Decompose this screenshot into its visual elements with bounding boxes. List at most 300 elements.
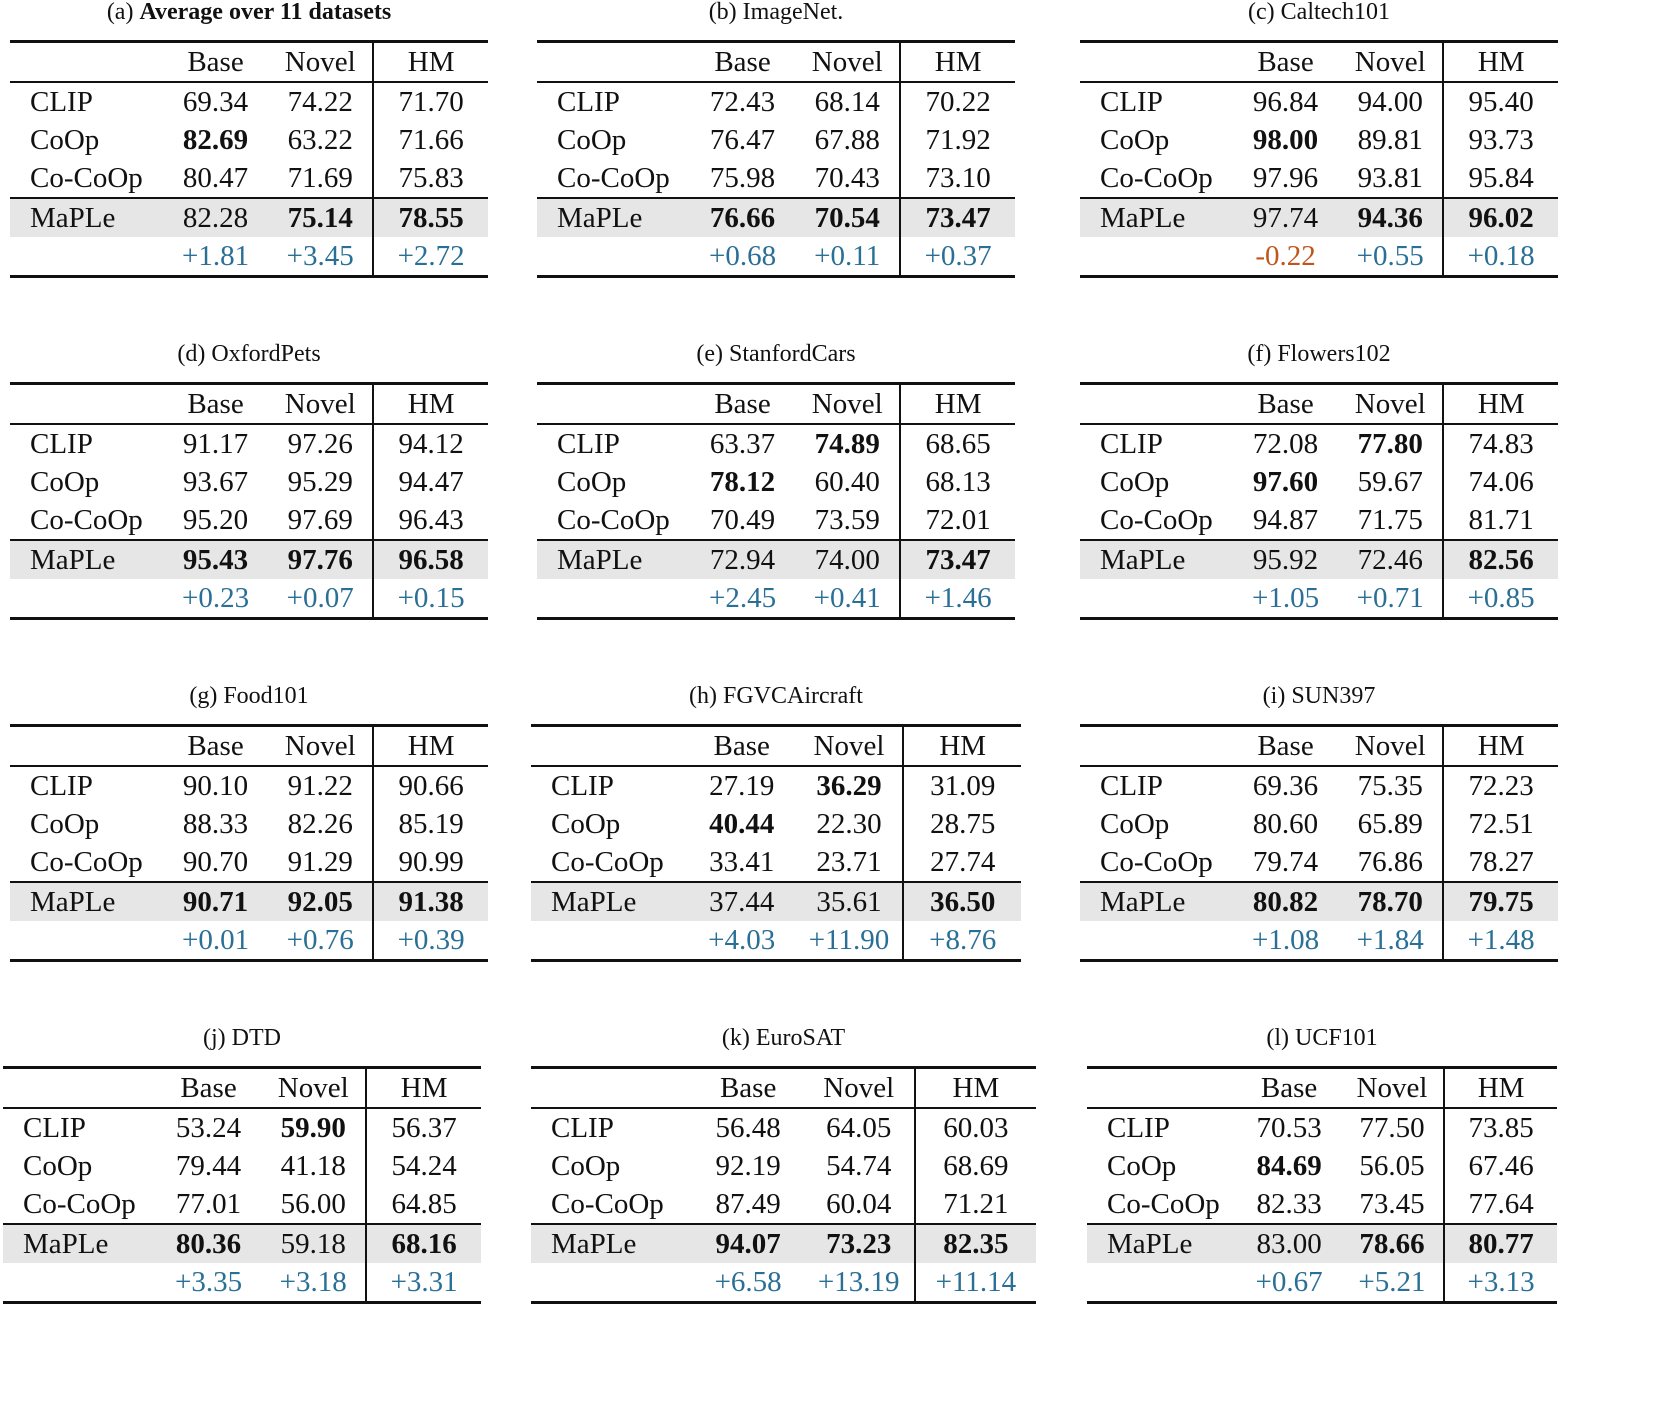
delta-name [1080,579,1233,619]
cell-hm: 80.77 [1444,1224,1557,1263]
cell-method: CoOp [557,124,627,156]
cell-method: CLIP [557,86,620,118]
delta-novel: +0.76 [268,921,373,961]
dataset-panel-l [1087,1026,1557,1304]
dataset-panel-h [531,684,1021,962]
delta-novel: +1.84 [1338,921,1443,961]
cell-hm: 73.47 [900,540,1015,579]
delta-novel: +0.11 [795,237,900,277]
header-row [10,384,488,425]
method-row-co-coop [1087,1185,1557,1224]
header-base: Base [1237,1068,1340,1109]
header-base: Base [163,42,268,83]
cell-novel: 65.89 [1338,805,1443,843]
cell-base: 69.34 [182,86,249,118]
delta-row [10,921,488,961]
cell-novel: 97.26 [268,424,373,463]
method-row-clip [531,766,1021,805]
dataset-panel-f [1080,342,1558,620]
caption-title: Food101 [223,683,309,709]
header-hm: HM [1443,42,1558,83]
cell-novel: 89.81 [1338,121,1443,159]
delta-name [537,579,690,619]
cell-novel: 73.59 [795,501,900,540]
cell-method: CoOp [30,124,100,156]
method-row-maple [1080,882,1558,921]
panel-caption [1080,684,1558,712]
cell-novel: 63.22 [268,121,373,159]
caption-prefix: (k) [721,1025,756,1051]
cell-novel: 78.70 [1338,882,1443,921]
caption-title: Average over 11 datasets [139,0,392,25]
cell-base: 72.43 [709,86,776,118]
delta-novel: +3.18 [261,1263,366,1303]
cell-base: 92.19 [715,1150,781,1182]
header-row [10,42,488,83]
delta-base: +1.81 [163,237,268,277]
cell-novel: 97.69 [268,501,373,540]
cell-hm: 71.92 [925,124,991,156]
method-row-maple [531,882,1021,921]
header-row [3,1068,481,1109]
results-table [531,1066,1036,1304]
cell-hm: 96.58 [373,540,488,579]
cell-novel: 93.81 [1338,159,1443,198]
header-method [1080,726,1233,767]
header-row [537,384,1015,425]
cell-hm: 77.64 [1444,1185,1557,1224]
method-row-coop [3,1147,481,1185]
cell-base: 72.94 [690,540,795,579]
method-row-maple [3,1224,481,1263]
method-row-coop [531,805,1021,843]
header-hm: HM [1443,384,1558,425]
cell-hm: 28.75 [930,808,996,840]
dataset-panel-d [10,342,488,620]
cell-method: CLIP [1100,86,1163,118]
header-row [1080,726,1558,767]
cell-hm: 96.43 [373,501,488,540]
method-row-co-coop [10,843,488,882]
method-row-clip [10,766,488,805]
results-table [1087,1066,1557,1304]
cell-base: 97.96 [1233,159,1338,198]
dataset-panel-e [537,342,1015,620]
cell-hm: 27.74 [903,843,1021,882]
method-row-coop [537,463,1015,501]
cell-hm: 71.21 [915,1185,1036,1224]
method-row-maple [10,882,488,921]
caption-prefix: (c) [1248,0,1281,25]
cell-base: 94.87 [1233,501,1338,540]
header-method [531,726,688,767]
cell-hm: 70.22 [925,86,991,118]
header-novel: Novel [1338,726,1443,767]
header-hm: HM [900,42,1015,83]
cell-novel: 95.29 [268,463,373,501]
cell-method: Co-CoOp [10,501,163,540]
results-table [1080,382,1558,620]
dataset-panel-j [3,1026,481,1304]
cell-hm: 72.51 [1468,808,1534,840]
cell-novel: 72.46 [1338,540,1443,579]
results-table [531,724,1021,962]
results-table [1080,724,1558,962]
method-row-coop [531,1147,1036,1185]
cell-novel: 70.54 [795,198,900,237]
panel-caption [537,342,1015,370]
caption-title: OxfordPets [211,341,321,367]
cell-hm: 74.83 [1468,428,1534,460]
cell-method: CoOp [23,1150,93,1182]
delta-row [1080,921,1558,961]
cell-method: Co-CoOp [1087,1185,1237,1224]
cell-method: Co-CoOp [1080,501,1233,540]
cell-novel: 71.69 [268,159,373,198]
cell-base: 37.44 [688,882,796,921]
caption-title: FGVCAircraft [723,683,863,709]
delta-hm: +3.31 [366,1263,481,1303]
header-method [1080,384,1233,425]
cell-base: 88.33 [182,808,249,840]
method-row-co-coop [1080,159,1558,198]
dataset-panel-g [10,684,488,962]
cell-base: 79.44 [175,1150,242,1182]
delta-base: +4.03 [688,921,796,961]
header-base: Base [163,726,268,767]
cell-novel: 35.61 [796,882,904,921]
cell-hm: 68.65 [925,428,991,460]
cell-method: Co-CoOp [10,843,163,882]
header-base: Base [163,384,268,425]
caption-prefix: (e) [696,341,729,367]
cell-base: 72.08 [1252,428,1319,460]
cell-hm: 95.40 [1468,86,1534,118]
results-table [3,1066,481,1304]
delta-row [531,921,1021,961]
cell-novel: 59.67 [1338,463,1443,501]
method-row-maple [1087,1224,1557,1263]
cell-base: 82.69 [182,124,249,156]
caption-title: EuroSAT [755,1025,846,1051]
cell-novel: 91.29 [268,843,373,882]
delta-row [10,579,488,619]
cell-method: Co-CoOp [537,501,690,540]
method-row-maple [537,198,1015,237]
cell-novel: 97.76 [268,540,373,579]
cell-novel: 54.74 [804,1147,915,1185]
cell-method: CoOp [30,808,100,840]
cell-method: CLIP [23,1112,86,1144]
delta-name [10,237,163,277]
method-row-co-coop [531,843,1021,882]
header-base: Base [1233,726,1338,767]
cell-hm: 94.47 [398,466,464,498]
header-base: Base [1233,42,1338,83]
cell-base: 80.47 [163,159,268,198]
cell-base: 80.60 [1252,808,1319,840]
cell-method: Co-CoOp [1080,843,1233,882]
cell-method: MaPLe [1087,1224,1237,1263]
cell-method: Co-CoOp [3,1185,156,1224]
header-base: Base [156,1068,261,1109]
cell-base: 79.74 [1233,843,1338,882]
cell-novel: 22.30 [796,805,904,843]
dataset-panel-b [537,0,1015,278]
cell-hm: 74.06 [1468,466,1534,498]
results-table [537,382,1015,620]
cell-novel: 75.14 [268,198,373,237]
cell-method: MaPLe [1080,882,1233,921]
delta-novel: +0.41 [795,579,900,619]
dataset-panel-i [1080,684,1558,962]
cell-base: 56.48 [715,1112,781,1144]
cell-base: 75.98 [690,159,795,198]
method-row-coop [1080,121,1558,159]
method-row-maple [537,540,1015,579]
caption-prefix: (i) [1262,683,1292,709]
header-row [1087,1068,1557,1109]
cell-method: Co-CoOp [1080,159,1233,198]
cell-method: MaPLe [10,882,163,921]
delta-hm: +0.15 [373,579,488,619]
header-method [10,726,163,767]
cell-method: CLIP [1107,1112,1170,1144]
method-row-clip [537,82,1015,121]
method-row-coop [537,121,1015,159]
method-row-coop [1080,463,1558,501]
cell-novel: 91.22 [268,766,373,805]
cell-base: 27.19 [709,770,775,802]
cell-novel: 67.88 [795,121,900,159]
cell-hm: 96.02 [1443,198,1558,237]
method-row-co-coop [10,159,488,198]
cell-hm: 71.70 [398,86,464,118]
header-method [3,1068,156,1109]
delta-row [1080,579,1558,619]
delta-base: +1.08 [1233,921,1338,961]
cell-method: CoOp [557,466,627,498]
header-novel: Novel [1338,384,1443,425]
delta-name [1087,1263,1237,1303]
delta-base: +3.35 [156,1263,261,1303]
cell-hm: 73.10 [900,159,1015,198]
cell-hm: 78.27 [1443,843,1558,882]
cell-method: CoOp [30,466,100,498]
delta-name [531,921,688,961]
cell-hm: 81.71 [1443,501,1558,540]
cell-base: 78.12 [709,466,776,498]
cell-base: 95.20 [163,501,268,540]
cell-hm: 82.56 [1443,540,1558,579]
caption-prefix: (d) [177,341,212,367]
cell-base: 76.47 [709,124,776,156]
header-base: Base [1233,384,1338,425]
method-row-clip [3,1108,481,1147]
cell-hm: 91.38 [373,882,488,921]
panel-caption [1080,0,1558,28]
delta-hm: +1.46 [900,579,1015,619]
cell-method: MaPLe [1080,540,1233,579]
delta-row [531,1263,1036,1303]
cell-base: 70.49 [690,501,795,540]
cell-novel: 75.35 [1338,766,1443,805]
cell-method: MaPLe [10,540,163,579]
cell-base: 87.49 [693,1185,804,1224]
results-table [10,40,488,278]
cell-method: MaPLe [10,198,163,237]
cell-hm: 75.83 [373,159,488,198]
caption-prefix: (j) [203,1025,232,1051]
cell-base: 70.53 [1256,1112,1322,1144]
cell-base: 53.24 [175,1112,242,1144]
cell-hm: 72.23 [1468,770,1534,802]
cell-novel: 36.29 [796,766,904,805]
cell-hm: 95.84 [1443,159,1558,198]
cell-novel: 64.05 [804,1108,915,1147]
method-row-clip [1080,82,1558,121]
caption-prefix: (g) [189,683,224,709]
header-method [531,1068,693,1109]
results-table [537,40,1015,278]
delta-hm: +8.76 [903,921,1021,961]
cell-method: CoOp [551,1150,621,1182]
delta-name [1080,237,1233,277]
header-method [10,384,163,425]
panel-caption [3,1026,481,1054]
cell-base: 90.10 [182,770,249,802]
delta-hm: +3.13 [1444,1263,1557,1303]
header-hm: HM [900,384,1015,425]
delta-novel: +11.90 [796,921,904,961]
header-hm: HM [373,726,488,767]
delta-hm: +0.18 [1443,237,1558,277]
cell-hm: 82.35 [915,1224,1036,1263]
cell-base: 84.69 [1256,1150,1322,1182]
method-row-clip [1080,424,1558,463]
cell-method: Co-CoOp [10,159,163,198]
delta-hm: +2.72 [373,237,488,277]
method-row-co-coop [3,1185,481,1224]
cell-method: MaPLe [531,1224,693,1263]
results-table [10,382,488,620]
delta-name [3,1263,156,1303]
header-row [531,726,1021,767]
method-row-clip [537,424,1015,463]
cell-hm: 54.24 [391,1150,457,1182]
method-row-clip [10,82,488,121]
header-novel: Novel [795,42,900,83]
method-row-co-coop [537,159,1015,198]
caption-title: ImageNet. [742,0,844,25]
header-novel: Novel [261,1068,366,1109]
delta-novel: +13.19 [804,1263,915,1303]
header-method [1087,1068,1237,1109]
cell-base: 63.37 [709,428,776,460]
cell-method: Co-CoOp [531,1185,693,1224]
header-hm: HM [1444,1068,1557,1109]
cell-hm: 93.73 [1468,124,1534,156]
cell-base: 95.43 [163,540,268,579]
method-row-clip [1087,1108,1557,1147]
header-method [537,384,690,425]
panel-caption [537,0,1015,28]
header-novel: Novel [1341,1068,1444,1109]
cell-method: MaPLe [1080,198,1233,237]
delta-row [1080,237,1558,277]
cell-hm: 67.46 [1468,1150,1534,1182]
header-base: Base [693,1068,804,1109]
caption-title: Flowers102 [1277,341,1391,367]
cell-novel: 82.26 [268,805,373,843]
cell-novel: 56.00 [261,1185,366,1224]
cell-hm: 56.37 [391,1112,457,1144]
caption-title: StanfordCars [728,341,856,367]
delta-base: +0.67 [1237,1263,1340,1303]
panel-caption [10,342,488,370]
header-novel: Novel [268,726,373,767]
method-row-coop [10,463,488,501]
panel-caption [10,0,488,28]
caption-title: Caltech101 [1280,0,1390,25]
cell-method: MaPLe [531,882,688,921]
cell-hm: 73.47 [900,198,1015,237]
header-hm: HM [915,1068,1036,1109]
delta-novel: +5.21 [1341,1263,1444,1303]
header-base: Base [690,384,795,425]
delta-base: +0.01 [163,921,268,961]
cell-novel: 74.00 [795,540,900,579]
delta-base: +0.68 [690,237,795,277]
cell-novel: 74.22 [268,82,373,121]
panel-caption [1080,342,1558,370]
cell-novel: 74.89 [795,424,900,463]
header-method [1080,42,1233,83]
method-row-co-coop [537,501,1015,540]
cell-hm: 64.85 [366,1185,481,1224]
cell-base: 98.00 [1252,124,1319,156]
delta-base: +2.45 [690,579,795,619]
cell-novel: 78.66 [1341,1224,1444,1263]
panel-caption [531,684,1021,712]
cell-method: CoOp [1100,466,1170,498]
caption-prefix: (h) [689,683,723,709]
cell-base: 95.92 [1233,540,1338,579]
caption-prefix: (b) [708,0,743,25]
delta-row [3,1263,481,1303]
delta-row [1087,1263,1557,1303]
caption-prefix: (f) [1247,341,1278,367]
cell-method: CLIP [557,428,620,460]
cell-novel: 92.05 [268,882,373,921]
cell-method: CoOp [1100,808,1170,840]
cell-base: 90.71 [163,882,268,921]
cell-novel: 77.80 [1338,424,1443,463]
panel-caption [1087,1026,1557,1054]
header-row [537,42,1015,83]
delta-name [537,237,690,277]
delta-name [1080,921,1233,961]
cell-method: MaPLe [537,540,690,579]
header-method [537,42,690,83]
method-row-maple [10,198,488,237]
cell-method: CLIP [1100,770,1163,802]
header-hm: HM [373,384,488,425]
method-row-co-coop [531,1185,1036,1224]
cell-novel: 60.40 [795,463,900,501]
delta-novel: +3.45 [268,237,373,277]
cell-method: CLIP [30,86,93,118]
